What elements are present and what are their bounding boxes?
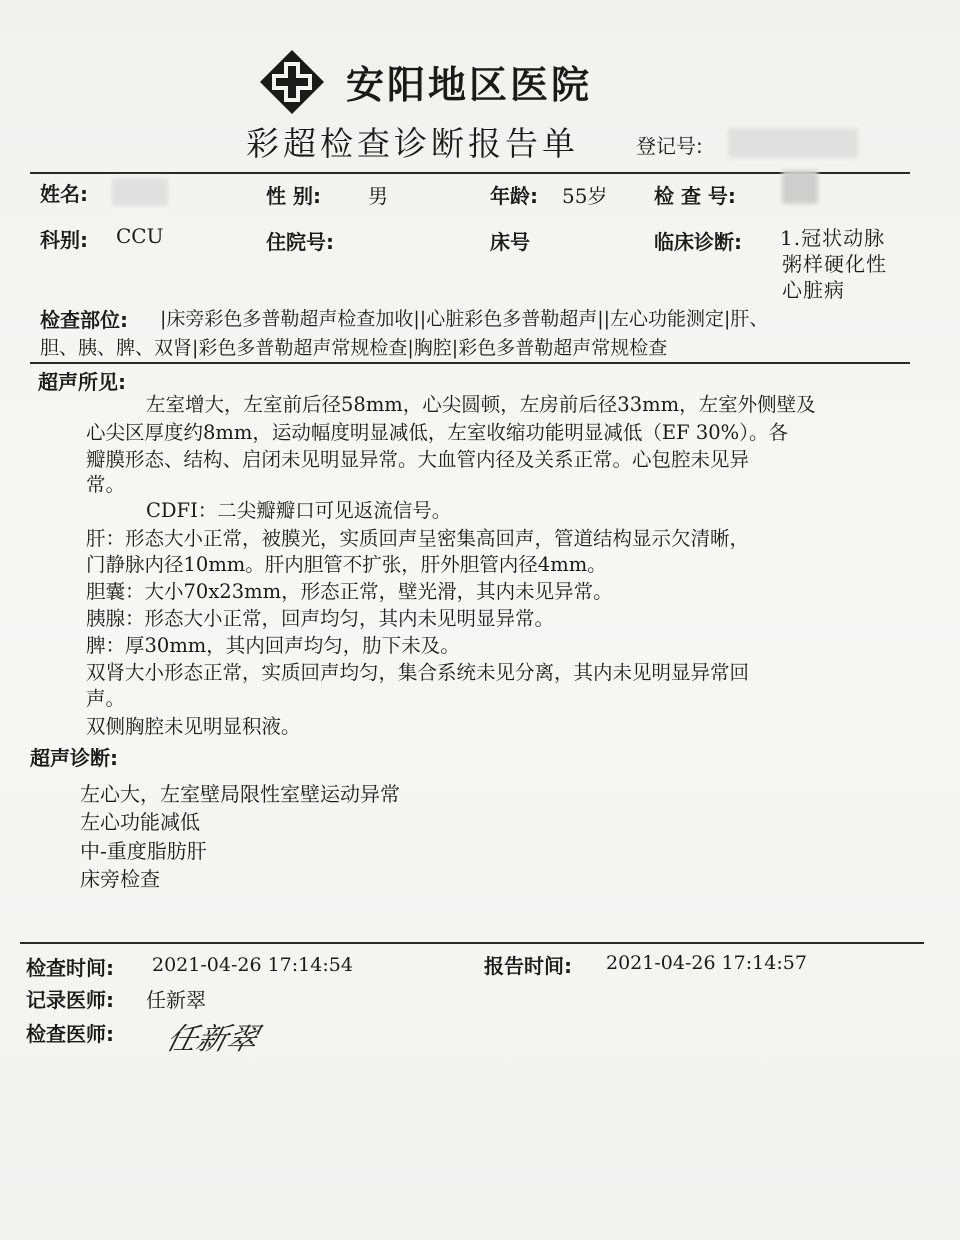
- recorder-value: 任新翠: [146, 988, 206, 1012]
- exam-time-value: 2021-04-26 17:14:54: [152, 954, 353, 976]
- diagnosis-line: 中-重度脂肪肝: [80, 839, 207, 863]
- exam-site-line: |床旁彩色多普勒超声检查加收||心脏彩色多普勒超声||左心功能测定|肝、: [160, 308, 769, 330]
- inpatient-label: 住院号:: [266, 230, 334, 254]
- exam-site-label: 检查部位:: [40, 308, 128, 332]
- findings-line: 胰腺：形态大小正常，回声均匀，其内未见明显异常。: [86, 607, 555, 630]
- hospital-logo-icon: [258, 48, 326, 116]
- exam-time-label: 检查时间:: [26, 956, 114, 980]
- sex-label: 性 别:: [266, 184, 321, 208]
- findings-line: 肝：形态大小正常，被膜光，实质回声呈密集高回声，管道结构显示欠清晰，: [86, 527, 750, 550]
- findings-line: 胆囊：大小70x23mm，形态正常，壁光滑，其内未见异常。: [86, 580, 613, 603]
- findings-line: 双肾大小形态正常，实质回声均匀，集合系统未见分离，其内未见明显异常回: [86, 661, 750, 684]
- divider-findings: [30, 362, 910, 364]
- age-label: 年龄:: [490, 184, 538, 208]
- findings-label: 超声所见:: [38, 370, 126, 394]
- redacted-exam-no: [782, 170, 818, 204]
- age-value: 55岁: [562, 184, 608, 208]
- dept-label: 科别:: [40, 228, 88, 252]
- clinical-dx-line: 1.冠状动脉: [780, 226, 886, 250]
- clinical-dx-line: 心脏病: [782, 278, 845, 302]
- divider-footer: [20, 942, 924, 944]
- exam-site-line: 胆、胰、脾、双肾|彩色多普勒超声常规检查|胸腔|彩色多普勒超声常规检查: [40, 337, 668, 359]
- report-time-label: 报告时间:: [484, 954, 572, 978]
- findings-line: 门静脉内径10mm。肝内胆管不扩张，肝外胆管内径4mm。: [86, 553, 607, 576]
- findings-line: 脾：厚30mm，其内回声均匀，肋下未及。: [86, 634, 460, 657]
- sex-value: 男: [368, 184, 388, 208]
- name-label: 姓名:: [40, 182, 88, 206]
- findings-line: 声。: [86, 687, 126, 710]
- reg-no-label: 登记号:: [636, 134, 703, 158]
- dept-value: CCU: [116, 224, 164, 248]
- findings-line: CDFI：二尖瓣瓣口可见返流信号。: [146, 499, 452, 522]
- diagnosis-line: 床旁检查: [80, 867, 160, 891]
- recorder-label: 记录医师:: [26, 988, 114, 1012]
- bed-label: 床号: [490, 230, 530, 254]
- divider-top: [30, 172, 910, 174]
- report-title: 彩超检查诊断报告单: [246, 124, 579, 163]
- exam-no-label: 检 查 号:: [654, 184, 736, 208]
- clinical-dx-label: 临床诊断:: [654, 230, 742, 254]
- findings-line: 双侧胸腔未见明显积液。: [86, 715, 301, 738]
- diagnosis-line: 左心功能减低: [80, 810, 200, 834]
- findings-line: 心尖区厚度约8mm，运动幅度明显减低，左室收缩功能明显减低（EF 30%）。各: [86, 421, 788, 444]
- hospital-name: 安阳地区医院: [346, 63, 593, 107]
- findings-line: 瓣膜形态、结构、启闭未见明显异常。大血管内径及关系正常。心包腔未见异: [86, 448, 750, 471]
- diagnosis-line: 左心大，左室壁局限性室壁运动异常: [80, 782, 400, 806]
- redacted-reg-no: [728, 128, 858, 158]
- clinical-dx-line: 粥样硬化性: [782, 252, 887, 276]
- findings-line: 常。: [86, 473, 126, 496]
- findings-line: 左室增大，左室前后径58mm，心尖圆顿，左房前后径33mm，左室外侧壁及: [146, 393, 816, 416]
- redacted-name: [112, 178, 168, 206]
- examiner-label: 检查医师:: [26, 1022, 114, 1046]
- diagnosis-label: 超声诊断:: [30, 746, 118, 770]
- report-time-value: 2021-04-26 17:14:57: [606, 952, 807, 974]
- examiner-signature: 任新翠: [162, 1022, 262, 1057]
